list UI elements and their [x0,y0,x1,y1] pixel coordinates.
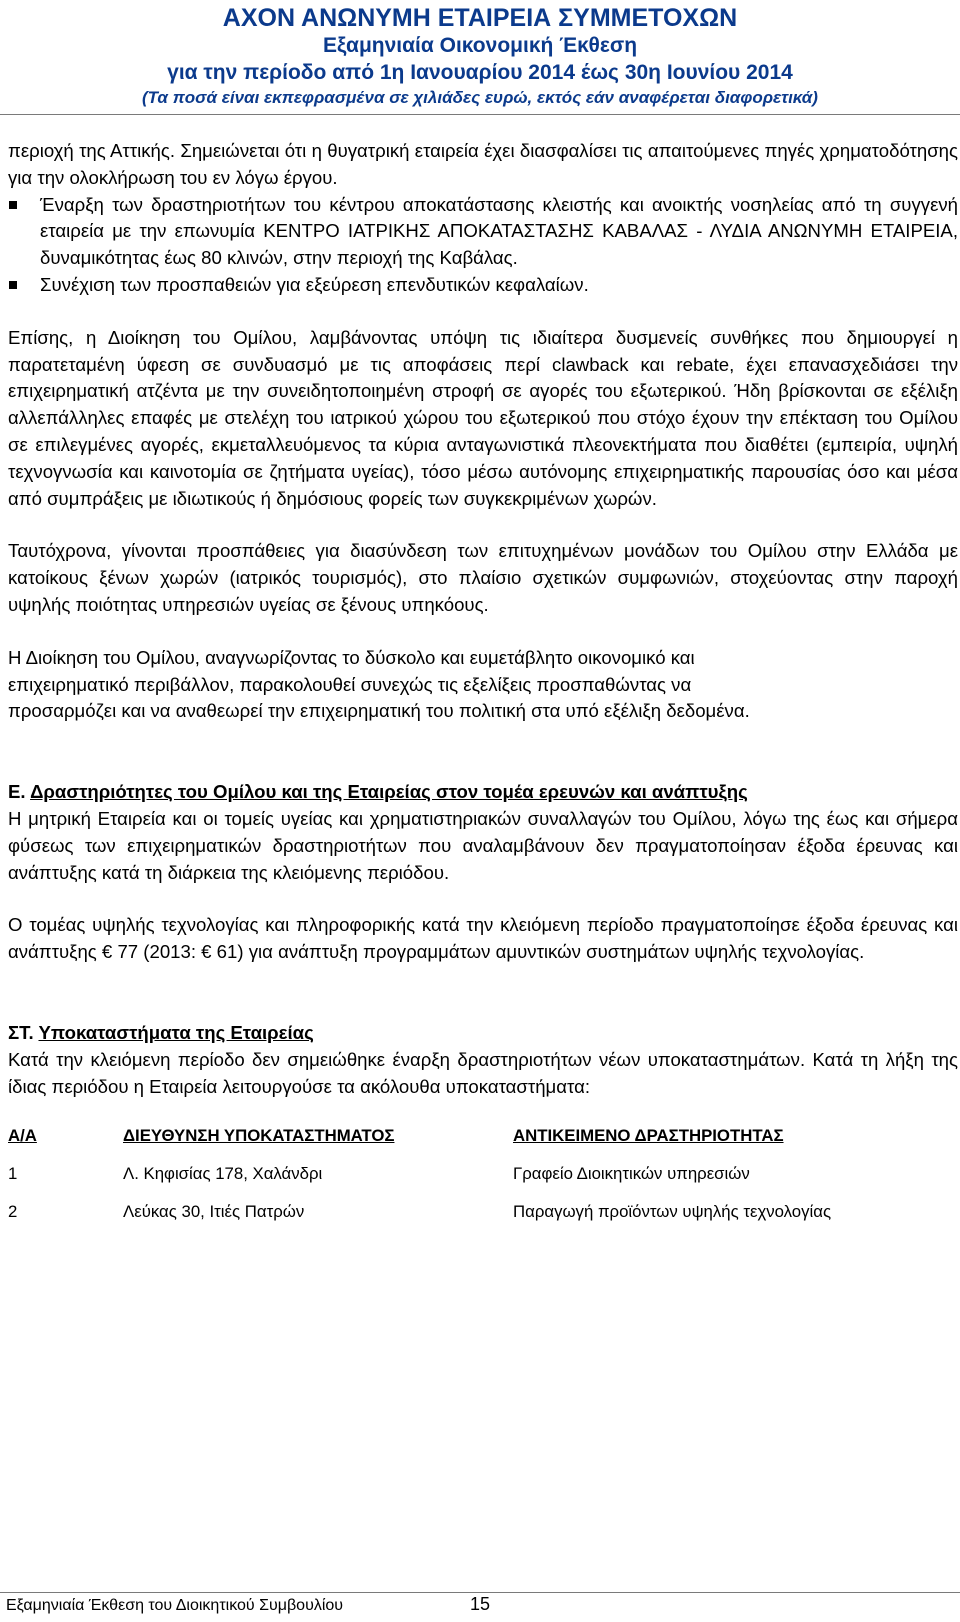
column-header-activity: ΑΝΤΙΚΕΙΜΕΝΟ ΔΡΑΣΤΗΡΙΟΤΗΤΑΣ [513,1126,784,1146]
cell-index: 1 [8,1164,18,1184]
cell-activity: Παραγωγή προϊόντων υψηλής τεχνολογίας [513,1202,832,1222]
square-bullet-icon [9,201,17,209]
paragraph-line: προσαρμόζει και να αναθεωρεί την επιχειρηματική του πολιτική στα υπό εξέλιξη δεδομένα. [8,700,750,722]
table-header-row [8,1124,913,1156]
cell-activity: Γραφείο Διοικητικών υπηρεσιών [513,1164,750,1184]
bullet-text: Έναρξη των δραστηριοτήτων του κέντρου αποκατάστασης κλειστής και ανοικτής νοσηλείας από τη συγγενή εταιρεία με την επωνυμία ΚΕΝΤΡΟ ΙΑΤΡΙΚΗΣ ΑΠΟΚΑΤΑΣΤΑΣΗΣ ΚΑΒΑΛΑΣ - ΛΥΔΙΑ ΑΝΩΝΥΜΗ ΕΤΑΙΡΕΙΑ, δυναμικότητας έως 80 κλινών, στην περιοχή της Καβάλας. [40,193,958,269]
header-divider [0,114,960,115]
company-name: ΑΧΟΝ ΑΝΩΝΥΜΗ ΕΤΑΙΡΕΙΑ ΣΥΜΜΕΤΟΧΩΝ [222,4,738,32]
table-row [8,1194,913,1232]
branches-table [8,1124,913,1232]
section-title: Υποκαταστήματα της Εταιρείας [38,1021,314,1043]
column-header-index: Α/Α [8,1126,37,1146]
paragraph-line: Η Διοίκηση του Ομίλου, αναγνωρίζοντας το δύσκολο και ευμετάβλητο οικονομικό και [8,646,695,668]
section-st-heading [8,1020,958,1047]
section-e-paragraph-2: Ο τομέας υψηλής τεχνολογίας και πληροφορικής κατά την κλειόμενη περίοδο πραγματοποίησε έξοδα έρευνας και ανάπτυξης € 77 (2013: € 61) για ανάπτυξη προγραμμάτων αμυντικών συστημάτων υψηλής τεχνολογίας. [8,914,958,963]
section-prefix: ΣΤ. [8,1021,34,1043]
section-e-heading [8,779,958,806]
intro-paragraph: περιοχή της Αττικής. Σημειώνεται ότι η θυγατρική εταιρεία έχει διασφαλίσει τις απαιτούμενες πηγές χρηματοδότησης για την ολοκλήρωση του εν λόγω έργου. [8,140,958,188]
table-row [8,1156,913,1194]
report-title: Εξαμηνιαία Οικονομική Έκθεση [322,34,638,57]
cell-address: Λεύκας 30, Ιτιές Πατρών [123,1202,305,1222]
page-number: 15 [470,1594,491,1614]
paragraph-management-outlook [8,645,958,725]
bullet-item [8,192,958,272]
section-e-paragraph-1: Η μητρική Εταιρεία και οι τομείς υγείας και χρηματιστηριακών συναλλαγών του Ομίλου, λόγω της έως και σήμερα φύσεως των επιχειρηματικών δραστηριοτήτων που αναλαμβάνουν δεν πραγματοποίησαν έξοδα έρευνας και ανάπτυξης κατά τη διάρκεια της κλειόμενης περιόδου. [8,807,958,883]
column-header-address: ΔΙΕΥΘΥΝΣΗ ΥΠΟΚΑΤΑΣΤΗΜΑΤΟΣ [123,1126,395,1146]
footer-label: Εξαμηνιαία Έκθεση του Διοικητικού Συμβουλίου [6,1597,344,1614]
report-period: για την περίοδο από 1η Ιανουαρίου 2014 έως 30η Ιουνίου 2014 [167,61,793,84]
page-body [8,138,958,1232]
currency-note: (Τα ποσά είναι εκπεφρασμένα σε χιλιάδες ευρώ, εκτός εάν αναφέρεται διαφορετικά) [142,88,818,107]
cell-index: 2 [8,1202,18,1222]
bullet-item [8,272,958,299]
cell-address: Λ. Κηφισίας 178, Χαλάνδρι [123,1164,323,1184]
bullet-text: Συνέχιση των προσπαθειών για εξεύρεση επενδυτικών κεφαλαίων. [40,273,589,295]
paragraph-line: επιχειρηματικό περιβάλλον, παρακολουθεί συνεχώς τις εξελίξεις προσπαθώντας να [8,673,692,695]
document-header [0,4,960,110]
section-title: Δραστηριότητες του Ομίλου και της Εταιρείας στον τομέα ερευνών και ανάπτυξης [30,781,748,803]
square-bullet-icon [9,281,17,289]
paragraph-foreign-markets: Επίσης, η Διοίκηση του Ομίλου, λαμβάνοντας υπόψη τις ιδιαίτερα δυσμενείς συνθήκες που δημιουργεί η παρατεταμένη ύφεση σε συνδυασμό με τις αποφάσεις περί clawback και rebate, έχει επανασχεδιάσει την επιχειρηματική ατζέντα με την συνειδητοποιημένη στροφή σε αγορές του εξωτερικού. Ήδη βρίσκονται σε εξέλιξη αλλεπάλληλες επαφές με στελέχη του ιατρικού χώρου του εξωτερικού που στόχο έχουν την επέκταση του Ομίλου σε επιλεγμένες αγορές, εκμεταλλευόμενος τα κύρια ανταγωνιστικά πλεονεκτήματα που διαθέτει (εμπειρία, υψηλή τεχνογνωσία και καινοτομία σε ζητήματα υγείας), τόσο μέσω αυτόνομης επιχειρηματικής παρουσίας όσο και μέσα από συμπράξεις με ιδιωτικούς ή δημόσιους φορείς των συγκεκριμένων χωρών. [8,326,958,509]
section-st-paragraph: Κατά την κλειόμενη περίοδο δεν σημειώθηκε έναρξη δραστηριοτήτων νέων υποκαταστημάτων. Κατά τη λήξη της ίδιας περιόδου η Εταιρεία λειτουργούσε τα ακόλουθα υποκαταστήματα: [8,1048,958,1097]
paragraph-medical-tourism: Ταυτόχρονα, γίνονται προσπάθειες για διασύνδεση των επιτυχημένων μονάδων του Ομίλου στην Ελλάδα με κατοίκους ξένων χωρών (ιατρικός τουρισμός), στο πλαίσιο σχετικών συμφωνιών, στοχεύοντας στην παροχή υψηλής ποιότητας υπηρεσιών υγείας σε ξένους υπηκόους. [8,540,958,615]
section-prefix: Ε. [8,781,26,803]
